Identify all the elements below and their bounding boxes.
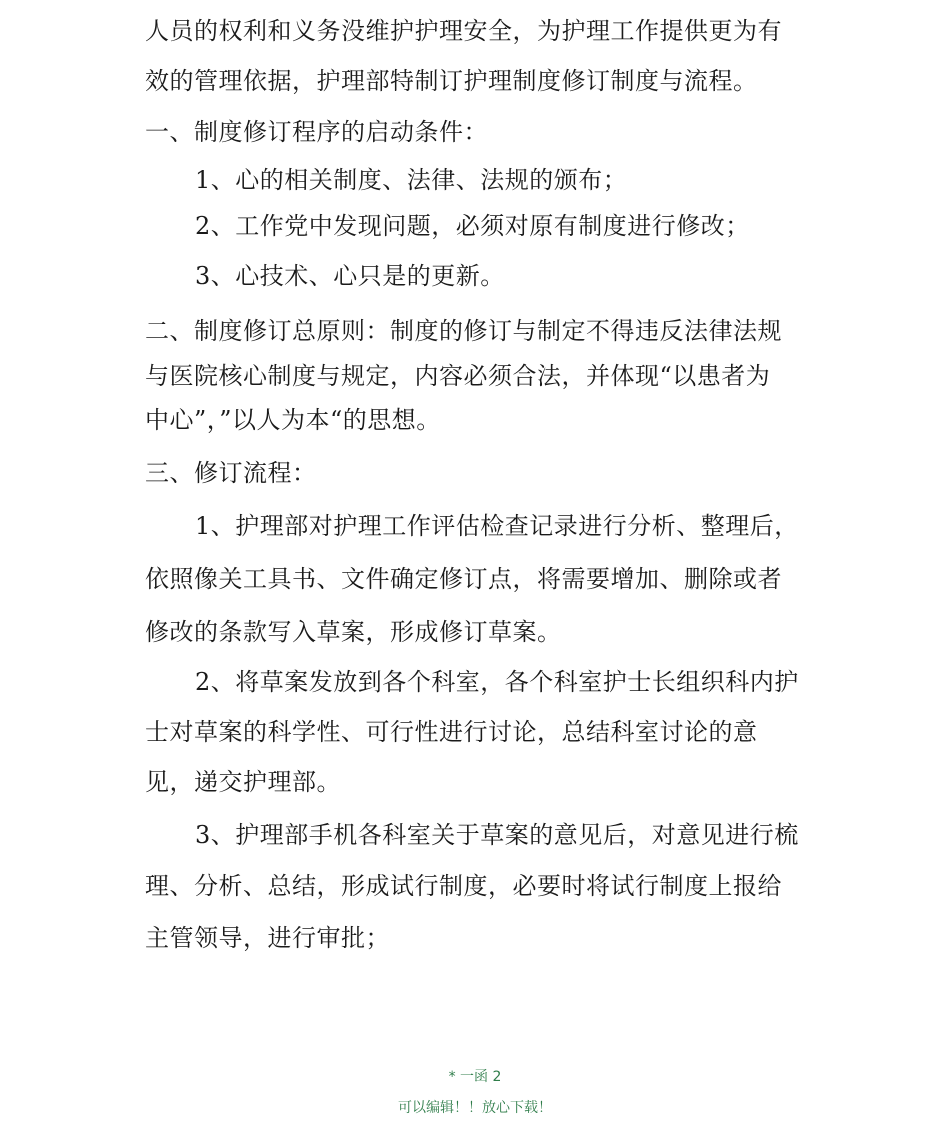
body-text-line: 人员的权利和义务没维护护理安全，为护理工作提供更为有 [145,17,782,45]
list-item: 2、将草案发放到各个科室，各个科室护士长组织科内护 [195,668,799,696]
list-item: 1、护理部对护理工作评估检查记录进行分析、整理后， [195,512,799,540]
section-heading: 二、制度修订总原则：制度的修订与制定不得违反法律法规 [145,317,782,345]
footer-note: 可以编辑！！放心下载！ [398,1100,552,1116]
page-number: * 一函 2 [448,1069,502,1085]
section-heading: 三、修订流程： [145,459,317,487]
body-text-line: 理、分析、总结，形成试行制度，必要时将试行制度上报给 [145,872,782,900]
list-item: 3、护理部手机各科室关于草案的意见后，对意见进行梳 [195,821,799,849]
body-text-line: 中心”，”以人为本“的思想。 [145,406,441,434]
list-item: 1、心的相关制度、法律、法规的颁布； [195,166,628,194]
body-text-line: 修改的条款写入草案，形成修订草案。 [145,618,562,646]
body-text-line: 见，递交护理部。 [145,768,341,796]
body-text-line: 士对草案的科学性、可行性进行讨论，总结科室讨论的意 [145,718,758,746]
section-heading: 一、制度修订程序的启动条件： [145,118,488,146]
body-text-line: 主管领导，进行审批； [145,924,390,952]
list-item: 2、工作党中发现问题，必须对原有制度进行修改； [195,212,750,240]
list-item: 3、心技术、心只是的更新。 [195,262,505,290]
body-text-line: 与医院核心制度与规定，内容必须合法，并体现“以患者为 [145,362,771,390]
body-text-line: 依照像关工具书、文件确定修订点，将需要增加、删除或者 [145,565,782,593]
body-text-line: 效的管理依据，护理部特制订护理制度修订制度与流程。 [145,67,758,95]
